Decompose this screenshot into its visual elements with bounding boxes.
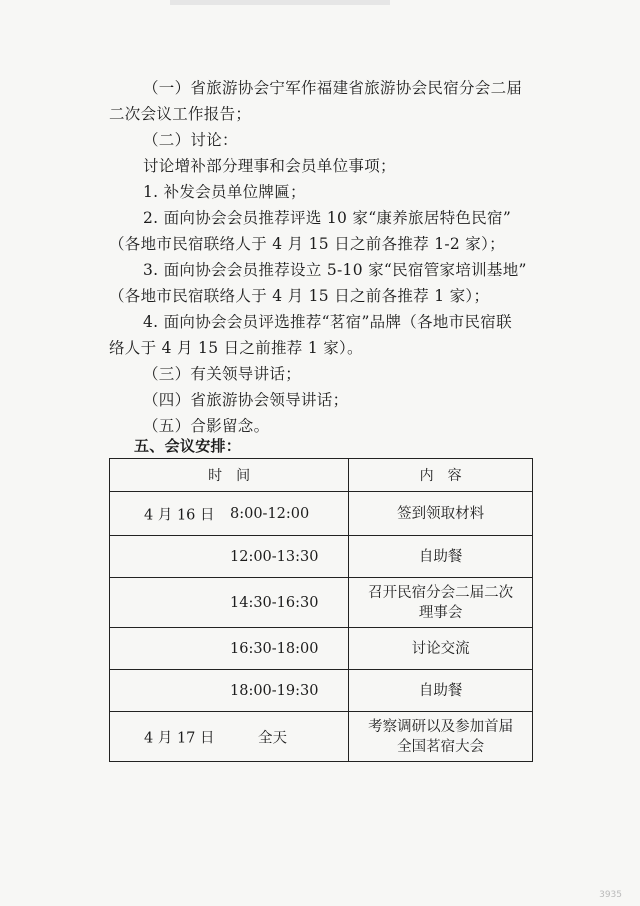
table-row [110, 536, 533, 578]
page-corner-number: 3935 [599, 890, 622, 900]
content-cell [349, 628, 533, 670]
body-line: （各地市民宿联络人于 4 月 15 日之前各推荐 1-2 家）； [109, 235, 505, 253]
content-text: 自助餐 [418, 548, 463, 565]
content-cell [349, 670, 533, 712]
time-cell [110, 578, 349, 628]
body-line: （四）省旅游协会领导讲话； [143, 391, 349, 409]
time-cell [110, 670, 349, 712]
body-line: 4. 面向协会会员评选推荐“茗宿”品牌（各地市民宿联 [143, 313, 512, 331]
body-line: 3. 面向协会会员推荐设立 5-10 家“民宿管家培训基地” [143, 261, 527, 279]
date-text: 4 月 17 日 [144, 730, 215, 746]
content-text: 签到领取材料 [397, 505, 485, 522]
content-cell [349, 712, 533, 762]
content-text: 自助餐 [418, 682, 463, 699]
table-row [110, 578, 533, 628]
time-cell [110, 536, 349, 578]
time-text: 16:30-18:00 [230, 640, 319, 657]
time-cell [110, 712, 349, 762]
body-line: （三）有关领导讲话； [143, 365, 302, 383]
content-text: 讨论交流 [411, 640, 470, 657]
time-text: 18:00-19:30 [230, 682, 319, 699]
header-content: 内 容 [349, 459, 533, 492]
body-line: 1. 补发会员单位牌匾； [143, 183, 306, 201]
scan-artifact [170, 0, 390, 5]
table-row [110, 670, 533, 712]
time-text: 14:30-16:30 [230, 594, 319, 611]
content-text: 理事会 [418, 604, 463, 621]
table-row [110, 628, 533, 670]
content-cell [349, 578, 533, 628]
table-row [110, 712, 533, 762]
header-time: 时 间 [110, 459, 349, 492]
body-line: 络人于 4 月 15 日之前推荐 1 家）。 [109, 339, 363, 357]
body-line: （一）省旅游协会宁军作福建省旅游协会民宿分会二届 [143, 79, 523, 97]
body-line: （各地市民宿联络人于 4 月 15 日之前各推荐 1 家）； [109, 287, 490, 305]
body-line: （五）合影留念。 [143, 417, 270, 435]
date-text: 4 月 16 日 [144, 507, 215, 523]
table-row [110, 492, 533, 536]
content-cell [349, 492, 533, 536]
body-line: 2. 面向协会会员推荐评选 10 家“康养旅居特色民宿” [143, 209, 512, 227]
content-text: 全国茗宿大会 [397, 738, 485, 755]
time-text: 8:00-12:00 [230, 505, 310, 522]
body-line: 讨论增补部分理事和会员单位事项； [143, 157, 396, 175]
time-text: 全天 [258, 730, 287, 746]
time-cell [110, 628, 349, 670]
content-text: 考察调研以及参加首届 [368, 718, 514, 735]
time-cell [110, 492, 349, 536]
content-text: 召开民宿分会二届二次 [368, 584, 514, 601]
table-header-row [110, 459, 533, 492]
body-line: （二）讨论： [143, 131, 238, 149]
time-text: 12:00-13:30 [230, 548, 319, 565]
schedule-table [109, 458, 533, 762]
content-cell [349, 536, 533, 578]
body-line: 二次会议工作报告； [109, 105, 252, 123]
section-heading: 五、会议安排： [134, 437, 242, 455]
